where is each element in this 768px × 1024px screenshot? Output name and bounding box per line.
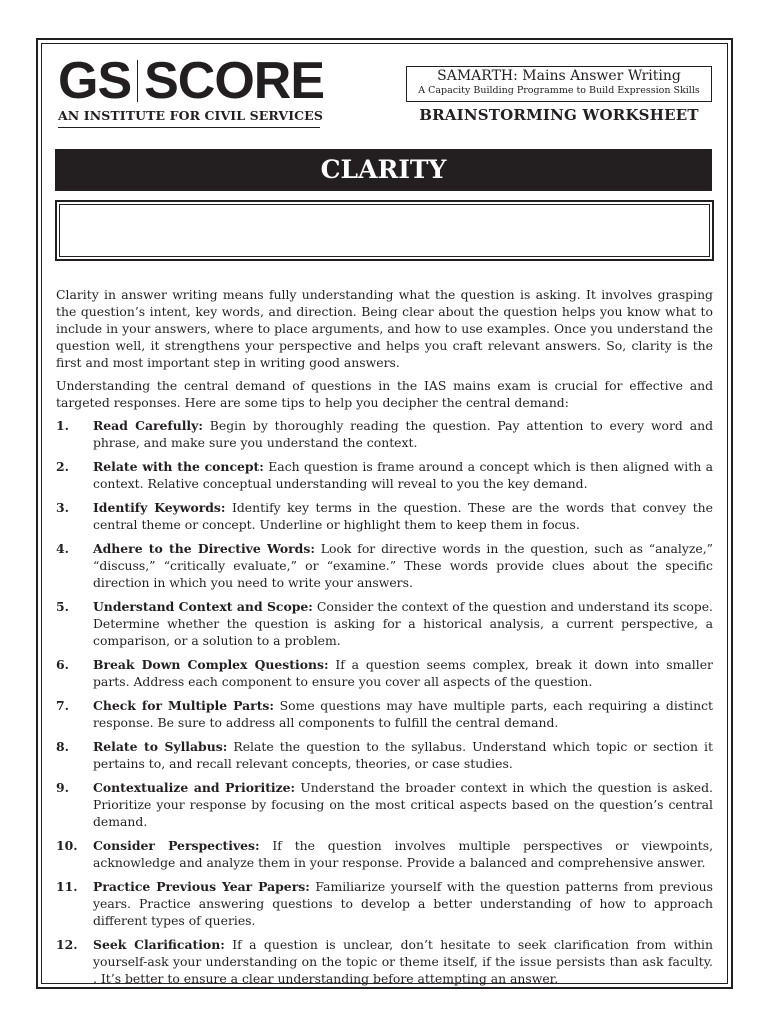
- logo-wordmark: [58, 52, 324, 110]
- tip-number: 6.: [56, 657, 69, 672]
- list-item: [56, 738, 713, 772]
- tip-body: [93, 499, 713, 533]
- tip-text: Look for directive words in the question, such as “analyze,” “discuss,” “critically evaluate,” or “examine.” These words provide clues about the specific direction in which you need to write your answers.: [93, 541, 713, 590]
- intro-paragraph-2: Understanding the central demand of questions in the IAS mains exam is crucial for effective and targeted responses. Here are some tips to help you decipher the central demand:: [56, 378, 713, 410]
- tip-number: 1.: [56, 418, 69, 433]
- tip-text: If the question involves multiple perspectives or viewpoints, acknowledge and analyze them in your response. Provide a balanced and comprehensive answer.: [93, 838, 714, 870]
- worksheet-content: [56, 286, 713, 994]
- list-item: [56, 697, 713, 731]
- tip-text: Some questions may have multiple parts, each requiring a distinct response. Be sure to address all components to fulfill the central demand.: [93, 698, 713, 730]
- tip-text: Identify key terms in the question. These are the words that convey the central theme or concept. Underline or highlight them to keep them in focus.: [93, 500, 713, 532]
- list-item: [56, 656, 713, 690]
- list-item: [56, 779, 713, 830]
- program-subtitle: A Capacity Building Programme to Build Expression Skills: [418, 85, 700, 96]
- tip-title: Contextualize and Prioritize:: [93, 780, 296, 795]
- tip-body: [93, 837, 713, 871]
- tip-body: [93, 656, 713, 690]
- program-box: [406, 66, 712, 102]
- tip-title: Identify Keywords:: [93, 500, 226, 515]
- tip-title: Practice Previous Year Papers:: [93, 879, 310, 894]
- program-title: SAMARTH: Mains Answer Writing: [437, 68, 681, 84]
- tip-text: Relate the question to the syllabus. Understand which topic or section it pertains to, and recall relevant concepts, theories, or case studies.: [93, 739, 713, 771]
- logo-underline: [58, 127, 320, 128]
- tip-title: Understand Context and Scope:: [93, 599, 313, 614]
- tip-number: 2.: [56, 459, 69, 474]
- tip-number: 8.: [56, 739, 69, 754]
- tip-text: If a question is unclear, don’t hesitate to seek clarification from within yourself-ask your understanding on the topic or theme itself, if the issue persists than ask faculty. . It’s better to ensure a clear understanding before attempting an answer.: [93, 937, 713, 986]
- tip-number: 7.: [56, 698, 69, 713]
- list-item: [56, 417, 713, 451]
- intro-paragraph-1: Clarity in answer writing means fully understanding what the question is asking. It involves grasping the question’s intent, key words, and direction. Being clear about the question helps you know what to include in your answers, where to place arguments, and how to use examples. Once you understand the question well, it strengthens your perspective and helps you craft relevant answers. So, clarity is the first and most important step in writing good answers.: [56, 287, 713, 370]
- tip-number: 5.: [56, 599, 69, 614]
- list-item: [56, 499, 713, 533]
- tip-title: Check for Multiple Parts:: [93, 698, 274, 713]
- tip-title: Break Down Complex Questions:: [93, 657, 329, 672]
- list-item: [56, 878, 713, 929]
- tip-title: Read Carefully:: [93, 418, 203, 433]
- tip-number: 9.: [56, 780, 69, 795]
- gsscore-logo: [58, 52, 324, 128]
- tip-title: Consider Perspectives:: [93, 838, 260, 853]
- answer-box: [55, 200, 714, 261]
- tip-body: [93, 540, 713, 591]
- tip-body: [93, 878, 713, 929]
- logo-tagline: AN INSTITUTE FOR CIVIL SERVICES: [58, 108, 323, 123]
- list-item: [56, 458, 713, 492]
- list-item: [56, 837, 713, 871]
- logo-separator: [137, 60, 138, 102]
- tip-body: [93, 779, 713, 830]
- tip-body: [93, 738, 713, 772]
- tip-text: If a question seems complex, break it down into smaller parts. Address each component to ensure you cover all aspects of the question.: [93, 657, 713, 689]
- tip-body: [93, 936, 713, 987]
- list-item: [56, 540, 713, 591]
- tip-body: [93, 697, 713, 731]
- tip-number: 10.: [56, 838, 78, 853]
- tip-number: 11.: [56, 879, 78, 894]
- tip-text: Begin by thoroughly reading the question. Pay attention to every word and phrase, and make sure you understand the context.: [93, 418, 713, 450]
- tip-title: Adhere to the Directive Words:: [93, 541, 315, 556]
- tip-number: 12.: [56, 937, 78, 952]
- tip-title: Seek Clarification:: [93, 937, 225, 952]
- tips-list: [56, 417, 713, 987]
- section-title: CLARITY: [55, 149, 712, 191]
- tip-text: Familiarize yourself with the question patterns from previous years. Practice answering questions to develop a better understanding of how to approach different types of queries.: [93, 879, 714, 928]
- logo-right: SCORE: [144, 52, 324, 110]
- tip-title: Relate to Syllabus:: [93, 739, 228, 754]
- tip-body: [93, 417, 713, 451]
- list-item: [56, 598, 713, 649]
- tip-text: Understand the broader context in which the question is asked. Prioritize your response by focusing on the most critical aspects based on the question’s central demand.: [93, 780, 713, 829]
- tip-number: 3.: [56, 500, 69, 515]
- logo-left: GS: [58, 52, 132, 110]
- list-item: [56, 936, 713, 987]
- tip-number: 4.: [56, 541, 69, 556]
- tip-text: Consider the context of the question and understand its scope. Determine whether the question is asking for a historical analysis, a current perspective, a comparison, or a solution to a problem.: [93, 599, 713, 648]
- tip-text: Each question is frame around a concept which is then aligned with a context. Relative conceptual understanding will reveal to you the key demand.: [93, 459, 713, 491]
- tip-body: [93, 598, 713, 649]
- tip-body: [93, 458, 713, 492]
- worksheet-title: BRAINSTORMING WORKSHEET: [419, 106, 699, 124]
- tip-title: Relate with the concept:: [93, 459, 264, 474]
